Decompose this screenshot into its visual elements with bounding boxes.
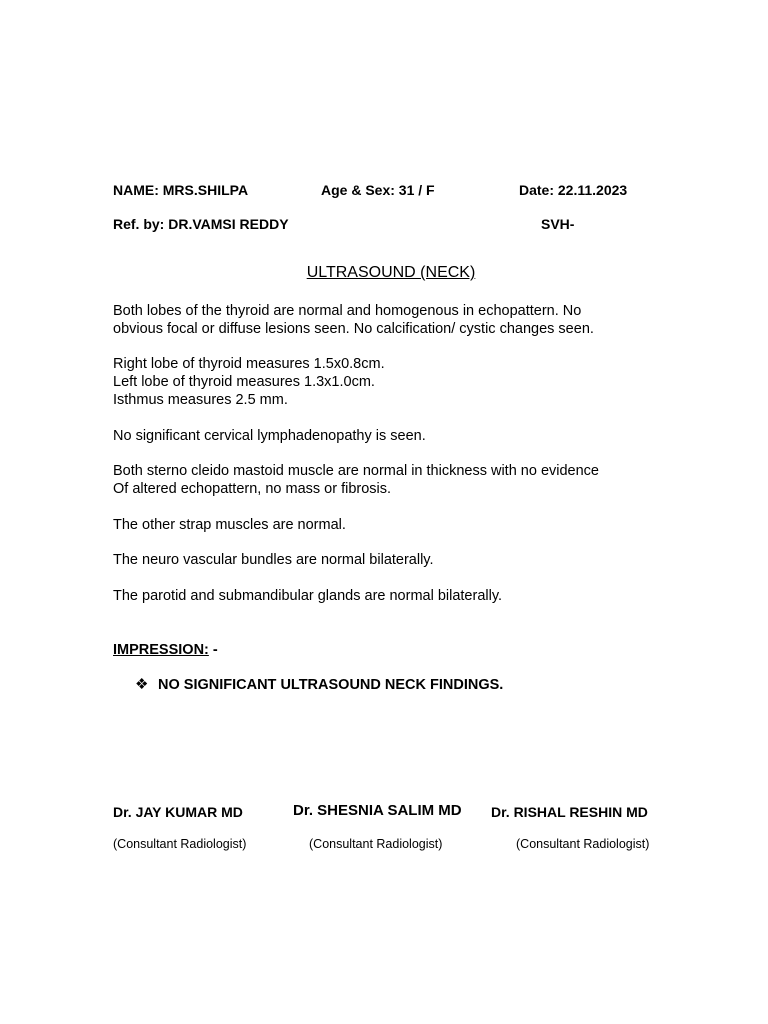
report-title: ULTRASOUND (NECK) bbox=[306, 264, 476, 281]
signatory-role: (Consultant Radiologist) bbox=[113, 837, 247, 851]
text-line: Right lobe of thyroid measures 1.5x0.8cm. bbox=[113, 356, 385, 372]
report-date: Date: 22.11.2023 bbox=[519, 182, 628, 198]
signatory-name: Dr. JAY KUMAR MD bbox=[113, 804, 243, 820]
impression-heading bbox=[113, 641, 218, 659]
text-line: The other strap muscles are normal. bbox=[113, 517, 346, 533]
referred-by: Ref. by: DR.VAMSI REDDY bbox=[113, 216, 289, 232]
signatory-name: Dr. SHESNIA SALIM MD bbox=[293, 802, 462, 819]
text-line: obvious focal or diffuse lesions seen. No calcification/ cystic changes seen. bbox=[113, 321, 594, 337]
patient-name: NAME: MRS.SHILPA bbox=[113, 182, 249, 198]
findings-paragraph-measurements bbox=[113, 355, 673, 409]
findings-paragraph-thyroid bbox=[113, 302, 673, 338]
findings-paragraph-strap bbox=[113, 516, 673, 534]
findings-paragraph-lymph bbox=[113, 427, 673, 445]
findings-paragraph-glands bbox=[113, 587, 673, 605]
text-line: Left lobe of thyroid measures 1.3x1.0cm. bbox=[113, 374, 375, 390]
impression-label: IMPRESSION: bbox=[113, 642, 209, 658]
hospital-code: SVH- bbox=[541, 216, 575, 232]
patient-age-sex: Age & Sex: 31 / F bbox=[321, 182, 435, 198]
signatory-role: (Consultant Radiologist) bbox=[516, 837, 650, 851]
diamond-bullet-icon: ❖ bbox=[135, 676, 149, 693]
impression-suffix: - bbox=[208, 642, 218, 658]
findings-paragraph-scm bbox=[113, 462, 673, 498]
text-line: Of altered echopattern, no mass or fibrosis. bbox=[113, 481, 392, 497]
signatory-role: (Consultant Radiologist) bbox=[309, 837, 443, 851]
text-line: The parotid and submandibular glands are normal bilaterally. bbox=[113, 588, 503, 604]
text-line: Both lobes of the thyroid are normal and homogenous in echopattern. No bbox=[113, 303, 582, 319]
text-line: Both sterno cleido mastoid muscle are normal in thickness with no evidence bbox=[113, 463, 599, 479]
signatory-name: Dr. RISHAL RESHIN MD bbox=[491, 804, 648, 820]
text-line: No significant cervical lymphadenopathy is seen. bbox=[113, 428, 426, 444]
impression-item: NO SIGNIFICANT ULTRASOUND NECK FINDINGS. bbox=[158, 677, 504, 693]
text-line: The neuro vascular bundles are normal bilaterally. bbox=[113, 552, 434, 568]
text-line: Isthmus measures 2.5 mm. bbox=[113, 392, 288, 408]
findings-paragraph-neurovascular bbox=[113, 551, 673, 569]
